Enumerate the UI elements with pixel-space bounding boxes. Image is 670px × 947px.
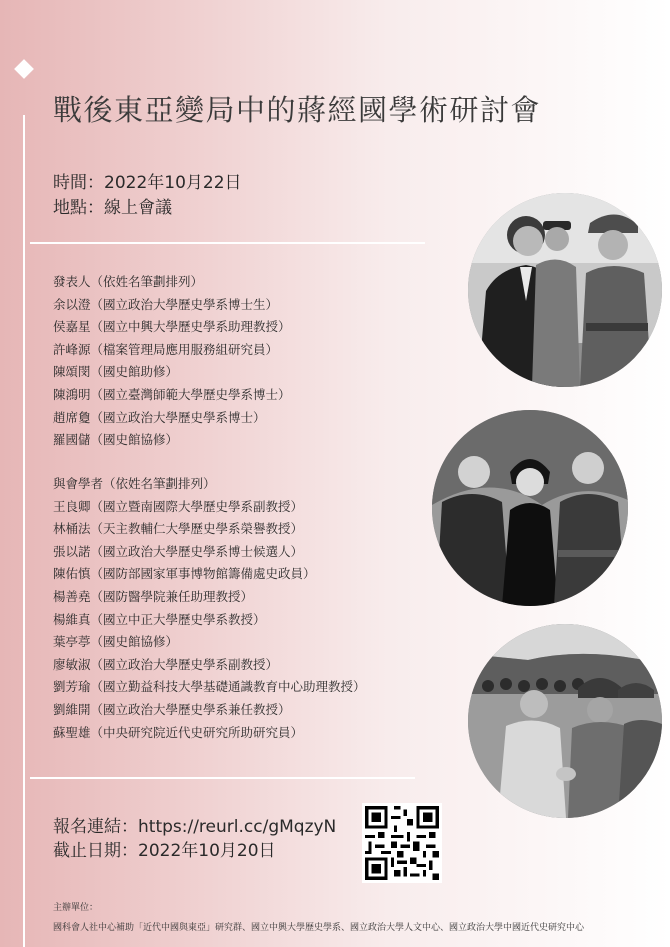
vertical-divider xyxy=(23,115,25,947)
participant-item: 楊維真（國立中正大學歷史學系教授） xyxy=(53,611,266,627)
participant-item: 劉芳瑜（國立勤益科技大學基礎通識教育中心助理教授） xyxy=(53,679,366,695)
participants-heading: 與會學者（依姓名筆劃排列） xyxy=(53,476,216,491)
organizer-label: 主辦單位： xyxy=(53,903,99,913)
historical-photo-2 xyxy=(432,410,628,606)
participant-item: 王良卿（國立暨南國際大學歷史學系副教授） xyxy=(53,498,304,514)
presenter-item: 余以澄（國立政治大學歷史學系博士生） xyxy=(53,296,279,312)
historical-photo-1 xyxy=(468,193,662,387)
organizer-text: 國科會人社中心補助「近代中國與東亞」研究群、國立中興大學歷史學系、國立政治大學人文中心、國立政治大學中國近代史研究中心 xyxy=(53,923,585,933)
qr-code-icon[interactable] xyxy=(362,803,442,883)
presenter-item: 陳鴻明（國立臺灣師範大學歷史學系博士） xyxy=(53,386,291,402)
event-place: 地點：線上會議 xyxy=(53,198,172,218)
diamond-icon xyxy=(14,59,34,79)
registration-deadline: 截止日期：2022年10月20日 xyxy=(53,841,276,861)
participant-item: 楊善堯（國防醫學院兼任助理教授） xyxy=(53,588,254,604)
presenter-item: 侯嘉星（國立中興大學歷史學系助理教授） xyxy=(53,319,291,335)
event-time: 時間：2022年10月22日 xyxy=(53,173,242,193)
registration-link[interactable]: 報名連結：https://reurl.cc/gMqzyN xyxy=(53,817,337,837)
participant-item: 陳佑慎（國防部國家軍事博物館籌備處史政員） xyxy=(53,566,316,582)
participants-section xyxy=(53,473,366,744)
divider-top xyxy=(30,242,425,244)
page-title: 戰後東亞變局中的蔣經國學術研討會 xyxy=(53,93,542,127)
presenter-item: 許峰源（檔案管理局應用服務組研究員） xyxy=(53,341,279,357)
participant-item: 劉維開（國立政治大學歷史學系兼任教授） xyxy=(53,701,291,717)
historical-photo-3 xyxy=(468,624,662,818)
divider-bottom xyxy=(30,777,415,779)
presenter-item: 陳頌閔（國史館助修） xyxy=(53,364,179,380)
participant-item: 葉亭葶（國史館協修） xyxy=(53,634,179,650)
presenter-item: 羅國儲（國史館協修） xyxy=(53,432,179,448)
participant-item: 張以諾（國立政治大學歷史學系博士候選人） xyxy=(53,543,304,559)
participant-item: 蘇聖雄（中央研究院近代史研究所助研究員） xyxy=(53,724,304,740)
presenter-item: 趙席敻（國立政治大學歷史學系博士） xyxy=(53,409,266,425)
presenters-heading: 發表人（依姓名筆劃排列） xyxy=(53,274,204,289)
presenters-section xyxy=(53,271,291,452)
participant-item: 廖敏淑（國立政治大學歷史學系副教授） xyxy=(53,656,279,672)
participant-item: 林桶法（天主教輔仁大學歷史學系榮譽教授） xyxy=(53,521,304,537)
